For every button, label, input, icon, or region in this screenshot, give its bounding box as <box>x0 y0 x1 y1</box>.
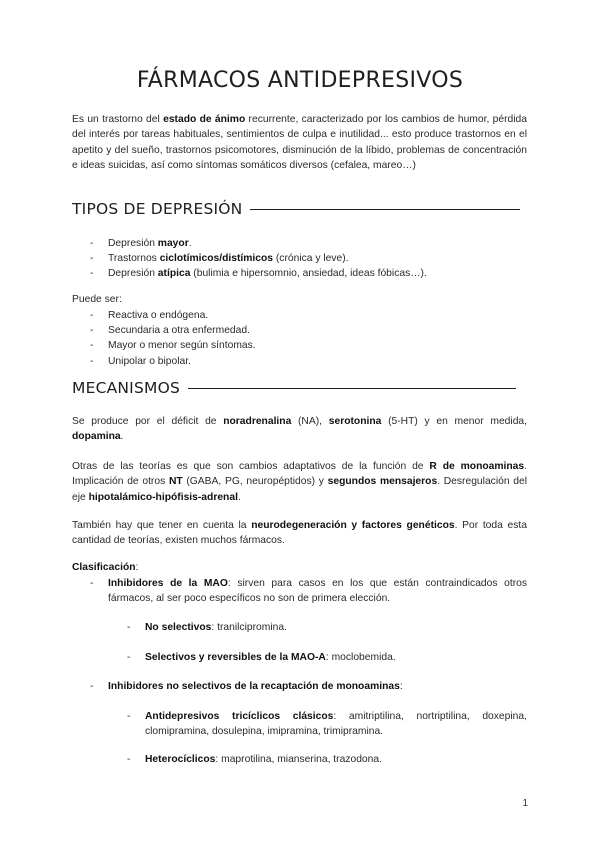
item-text: Depresión <box>108 238 158 249</box>
bold-text: segundos mensajeros <box>327 476 438 488</box>
section-heading-tipos <box>72 200 520 218</box>
text: (5-HT) y en menor medida, <box>381 416 528 427</box>
puede-ser-label: Puede ser: <box>72 294 122 305</box>
bold-text: Clasificación <box>72 562 136 573</box>
mecanismos-paragraph-2 <box>72 459 527 505</box>
list-item <box>90 236 530 251</box>
section-title-tipos: TIPOS DE DEPRESIÓN <box>72 200 243 218</box>
list-item <box>127 752 527 767</box>
list-item <box>90 679 527 694</box>
list-item <box>127 650 527 665</box>
item-bold: mayor <box>157 238 189 249</box>
text: . <box>237 491 241 503</box>
puede-ser-list <box>90 308 530 369</box>
imao-sublist-2 <box>127 650 527 665</box>
text: . <box>120 431 124 443</box>
bold-text: serotonina <box>328 416 382 427</box>
bold-text: neurodegeneración y factores genéticos <box>251 520 455 531</box>
intro-paragraph <box>72 112 527 174</box>
bold-text: noradrenalina <box>223 416 292 427</box>
page-number: 1 <box>522 798 528 809</box>
item-bold: ciclotímicos/distímicos <box>159 253 274 265</box>
list-item: - Reactiva o endógena. <box>90 308 530 323</box>
tipos-list <box>90 236 530 282</box>
item-bold: atípica <box>157 268 191 280</box>
list-item: - Mayor o menor según síntomas. <box>90 338 530 353</box>
heading-rule <box>250 209 520 211</box>
bold-text: Selectivos y reversibles de la MAO-A <box>145 652 326 663</box>
bold-text: dopamina <box>72 431 121 443</box>
bold-text: Inhibidores no selectivos de la recaptación de monoaminas <box>108 681 400 692</box>
intro-text-2: recurrente, caracterizado por los cambios de humor, pérdida del interés por tareas habituales, sentimientos de culpa e inutilidad... esto produce trastornos en el apetito y del sueño, trastornos psicomotores, disminución de la líbido, problemas de concentración e ideas suicidas, así como síntomas somáticos diversos (cefalea, mareo…) <box>72 114 527 172</box>
item-text: (bulimia e hipersomnio, ansiedad, ideas fóbicas…). <box>190 268 427 280</box>
intro-text-1: Es un trastorno del <box>72 114 164 125</box>
text: También hay que tener en cuenta la <box>72 520 252 531</box>
text: . Implicación de otros <box>72 461 528 488</box>
section-title-mecanismos: MECANISMOS <box>72 379 181 397</box>
text: : <box>399 681 403 692</box>
clasificacion-list <box>90 576 527 606</box>
list-item <box>90 266 530 281</box>
bold-text: NT <box>168 476 183 488</box>
imao-sublist-1 <box>127 620 527 635</box>
text: . Por toda esta cantidad de teorías, existen muchos fármacos. <box>72 520 527 547</box>
item-text: Trastornos <box>108 253 160 265</box>
intro-bold-estado: estado de ánimo <box>163 114 246 125</box>
list-item <box>90 251 530 266</box>
text: : <box>135 562 139 573</box>
list-item: - Secundaria a otra enfermedad. <box>90 323 530 338</box>
list-item-imao <box>90 576 527 606</box>
text: (NA), <box>291 416 329 427</box>
bold-text: R de monoaminas <box>429 461 525 472</box>
text: (GABA, PG, neuropéptidos) y <box>182 476 328 488</box>
item-text: (crónica y leve). <box>273 253 349 265</box>
text: : moclobemida. <box>325 652 396 663</box>
bold-text: Antidepresivos tricíclicos clásicos <box>145 711 334 722</box>
text: : amitriptilina, nortriptilina, doxepina, clomipramina, dosulepina, imipramina, trimipramina. <box>145 711 527 738</box>
bold-text: Inhibidores de la MAO <box>108 578 228 589</box>
inhibidores-list <box>90 679 527 694</box>
bold-text: Heterocíclicos <box>145 754 216 765</box>
document-title: FÁRMACOS ANTIDEPRESIVOS <box>136 68 464 93</box>
list-item: - Unipolar o bipolar. <box>90 354 530 369</box>
list-item <box>127 709 527 739</box>
item-text: Depresión <box>108 268 158 280</box>
section-heading-mecanismos <box>72 379 516 397</box>
text: : tranilcipromina. <box>211 622 287 633</box>
text: : sirven para casos en los que están contraindicados otros fármacos, al ser poco específicos no son de primera elección. <box>108 578 528 605</box>
inhibidores-sublist-2 <box>127 752 527 767</box>
list-item <box>127 620 527 635</box>
clasificacion-label <box>72 562 138 573</box>
item-text: . <box>188 238 192 249</box>
text: Se produce por el déficit de <box>72 416 224 427</box>
bold-text: No selectivos <box>145 622 212 633</box>
text: : maprotilina, mianserina, trazodona. <box>215 754 382 765</box>
bold-text: hipotalámico-hipófisis-adrenal <box>88 491 238 503</box>
heading-rule <box>188 388 516 390</box>
inhibidores-sublist-1 <box>127 709 527 739</box>
text: Otras de las teorías es que son cambios adaptativos de la función de <box>72 461 430 472</box>
mecanismos-paragraph-1 <box>72 414 527 445</box>
text: . Desregulación del eje <box>72 476 527 503</box>
mecanismos-paragraph-3 <box>72 518 527 549</box>
